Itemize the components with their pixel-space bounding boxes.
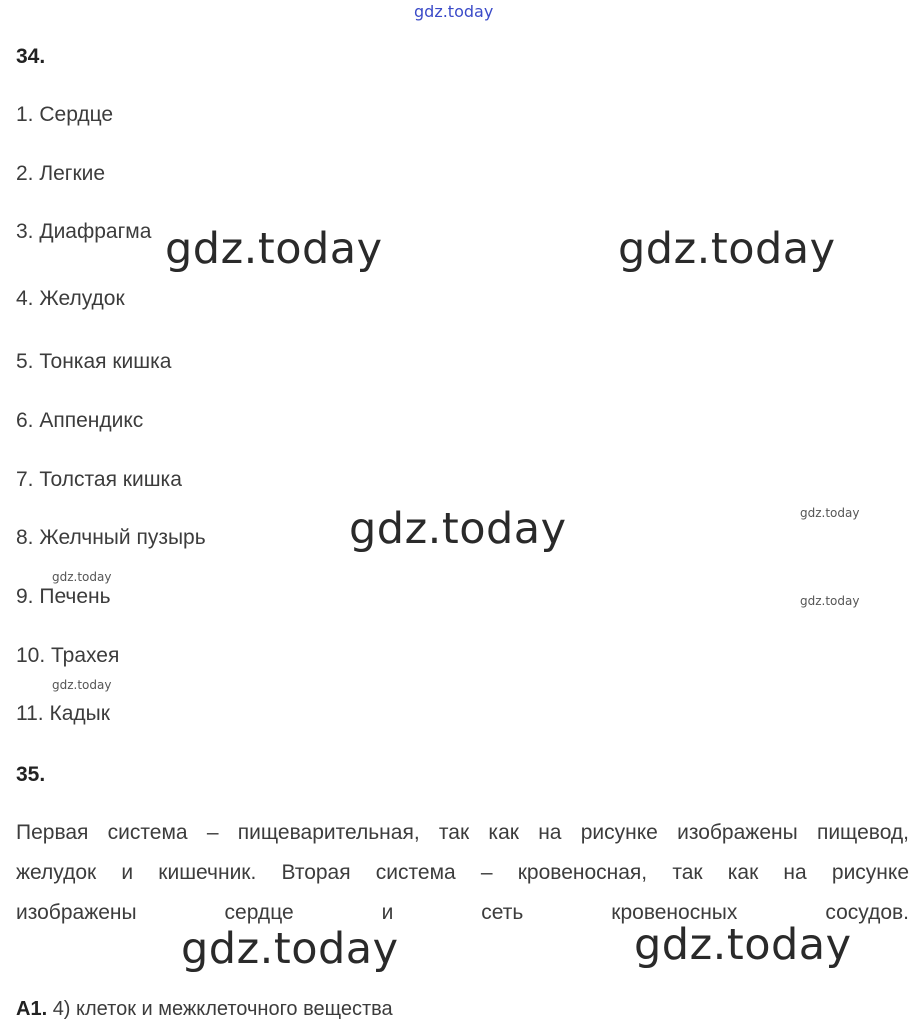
list-item: 9. Печень	[16, 585, 111, 608]
watermark-small: gdz.today	[52, 570, 112, 584]
section-35-paragraph	[16, 813, 909, 933]
list-item: 3. Диафрагма	[16, 220, 152, 243]
watermark-big: gdz.today	[634, 920, 852, 970]
watermark-small: gdz.today	[800, 594, 860, 608]
list-item: 4. Желудок	[16, 287, 125, 310]
watermark-big: gdz.today	[181, 924, 399, 974]
watermark-small: gdz.today	[800, 506, 860, 520]
section-34-heading: 34.	[16, 45, 46, 68]
list-item: 10. Трахея	[16, 644, 120, 667]
paragraph-line: желудок и кишечник. Вторая система – кровеносная, так как на рисунке	[16, 861, 909, 884]
paragraph-line: Первая система – пищеварительная, так как на рисунке изображены пищевод,	[16, 821, 909, 844]
list-item: 7. Толстая кишка	[16, 468, 182, 491]
list-item: 6. Аппендикс	[16, 409, 144, 432]
a1-label: А1.	[16, 998, 48, 1020]
list-item: 5. Тонкая кишка	[16, 350, 172, 373]
watermark-big: gdz.today	[618, 224, 836, 274]
a1-answer	[16, 998, 393, 1021]
list-item: 8. Желчный пузырь	[16, 526, 206, 549]
list-item: 2. Легкие	[16, 162, 106, 185]
watermark-top: gdz.today	[414, 2, 494, 21]
list-item: 11. Кадык	[16, 702, 110, 725]
watermark-small: gdz.today	[52, 678, 112, 692]
section-35-heading: 35.	[16, 763, 46, 786]
a1-text: 4) клеток и межклеточного вещества	[52, 998, 393, 1020]
list-item: 1. Сердце	[16, 103, 114, 126]
paragraph-line: изображены сердце и сеть кровеносных сосудов.	[16, 901, 909, 924]
watermark-big: gdz.today	[349, 504, 567, 554]
watermark-big: gdz.today	[165, 224, 383, 274]
